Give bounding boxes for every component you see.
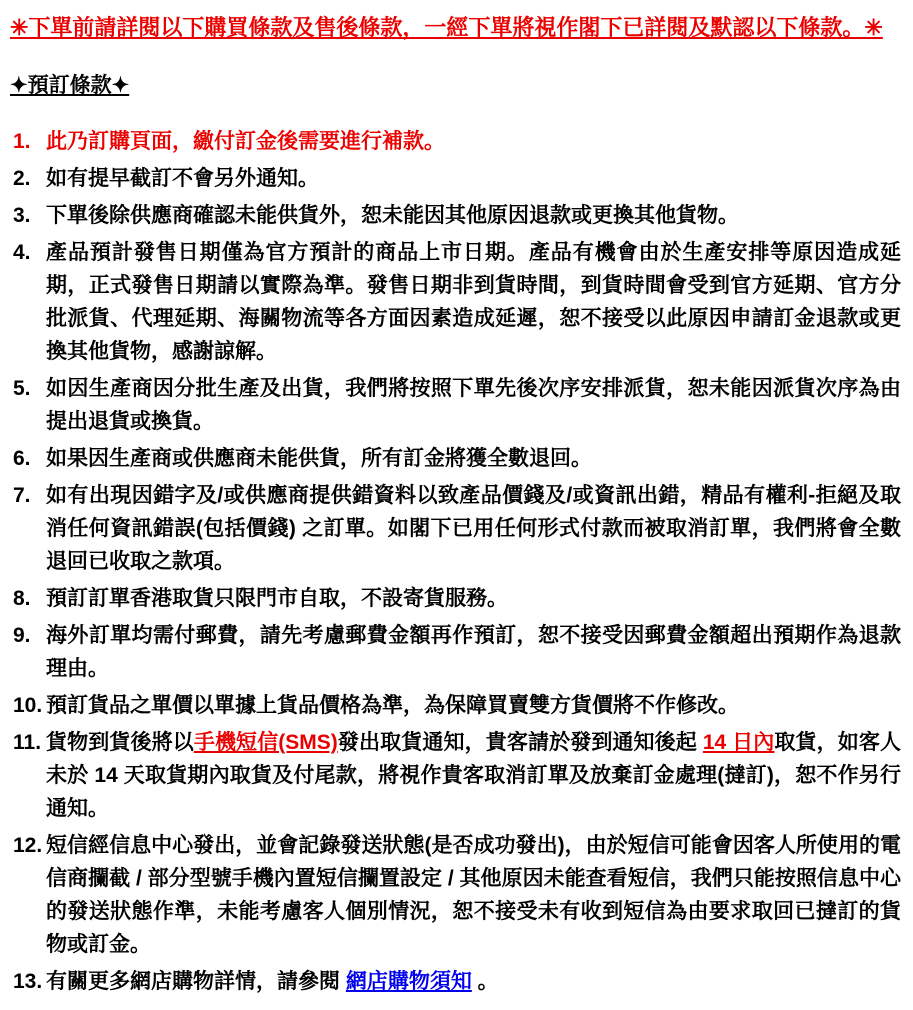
term-item-6 — [10, 442, 901, 475]
term-text: 有關更多網店購物詳情，請參閱 — [46, 969, 346, 993]
term-text: 預訂訂單香港取貨只限門市自取，不設寄貨服務。 — [46, 586, 508, 610]
term-text: 如果因生產商或供應商未能供貨，所有訂金將獲全數退回。 — [46, 446, 592, 470]
term-text: 如有出現因錯字及/或供應商提供錯資料以致產品價錢及/或資訊出錯，精品有權利-拒絕及取消任何資訊錯誤(包括價錢) 之訂單。如閣下已用任何形式付款而被取消訂單，我們將會全數退回已收取之款項。 — [46, 483, 901, 573]
term-number: 6. — [13, 446, 31, 470]
store-shopping-notice-link[interactable]: 網店購物須知 — [345, 969, 472, 993]
term-item-9 — [10, 619, 901, 685]
term-number: 4. — [13, 240, 31, 264]
term-number: 12. — [13, 833, 43, 857]
term-number: 11. — [13, 730, 42, 754]
term-text: 海外訂單均需付郵費，請先考慮郵費金額再作預訂，恕不接受因郵費金額超出預期作為退款理由。 — [46, 623, 901, 680]
term-text: 。 — [471, 969, 499, 993]
term-item-7 — [10, 479, 901, 578]
term-item-10 — [10, 689, 901, 722]
terms-list — [10, 125, 901, 998]
term-number: 2. — [13, 166, 31, 190]
term-item-12 — [10, 829, 901, 961]
term-item-13 — [10, 965, 901, 998]
term-item-1 — [10, 125, 901, 158]
term-text: 此乃訂購頁面，繳付訂金後需要進行補款。 — [46, 129, 445, 153]
term-text: 取貨，如客人未於 14 天取貨期內取貨及付尾款，將視作貴客取消訂單及放棄訂金處理(撻訂)，恕不作另行通知。 — [46, 730, 901, 820]
term-text: 發出取貨通知，貴客請於發到通知後起 — [337, 730, 703, 754]
term-number: 5. — [13, 376, 31, 400]
preorder-warning-title: ✳下單前請詳閱以下購買條款及售後條款，一經下單將視作閣下已詳閱及默認以下條款。✳ — [10, 15, 883, 40]
term-number: 13. — [13, 969, 43, 993]
term-item-4 — [10, 236, 901, 368]
term-text: 如因生產商因分批生產及出貨，我們將按照下單先後次序安排派貨，恕未能因派貨次序為由提出退貨或換貨。 — [46, 376, 901, 433]
emphasis-red-underline: 14 日內 — [702, 730, 775, 754]
term-number: 3. — [13, 203, 31, 227]
term-text: 產品預計發售日期僅為官方預計的商品上市日期。產品有機會由於生產安排等原因造成延期，正式發售日期請以實際為準。發售日期非到貨時間，到貨時間會受到官方延期、官方分批派貨、代理延期、海關物流等各方面因素造成延遲，恕不接受以此原因申請訂金退款或更換其他貨物，感謝諒解。 — [46, 240, 901, 363]
term-item-8 — [10, 582, 901, 615]
term-number: 1. — [13, 129, 31, 153]
term-text: 貨物到貨後將以 — [46, 730, 194, 754]
term-number: 10. — [13, 693, 43, 717]
term-item-5 — [10, 372, 901, 438]
term-item-2 — [10, 162, 901, 195]
term-number: 7. — [13, 483, 31, 507]
term-text: 如有提早截訂不會另外通知。 — [46, 166, 319, 190]
section-heading-preorder-terms: ✦預訂條款✦ — [10, 73, 130, 97]
term-text: 預訂貨品之單價以單據上貨品價格為準，為保障買賣雙方貨價將不作修改。 — [46, 693, 739, 717]
term-number: 8. — [13, 586, 31, 610]
term-item-11 — [10, 726, 901, 825]
emphasis-red-underline: 手機短信(SMS) — [193, 730, 338, 754]
term-text: 下單後除供應商確認未能供貨外，恕未能因其他原因退款或更換其他貨物。 — [46, 203, 739, 227]
term-text: 短信經信息中心發出，並會記錄發送狀態(是否成功發出)，由於短信可能會因客人所使用的電信商攔截 / 部分型號手機內置短信攔置設定 / 其他原因未能查看短信，我們只能按照信息中心的發送狀態作準，未能考慮客人個別情況，恕不接受未有收到短信為由要求取回已撻訂的貨物或訂金。 — [46, 833, 901, 956]
term-number: 9. — [13, 623, 31, 647]
term-item-3 — [10, 199, 901, 232]
